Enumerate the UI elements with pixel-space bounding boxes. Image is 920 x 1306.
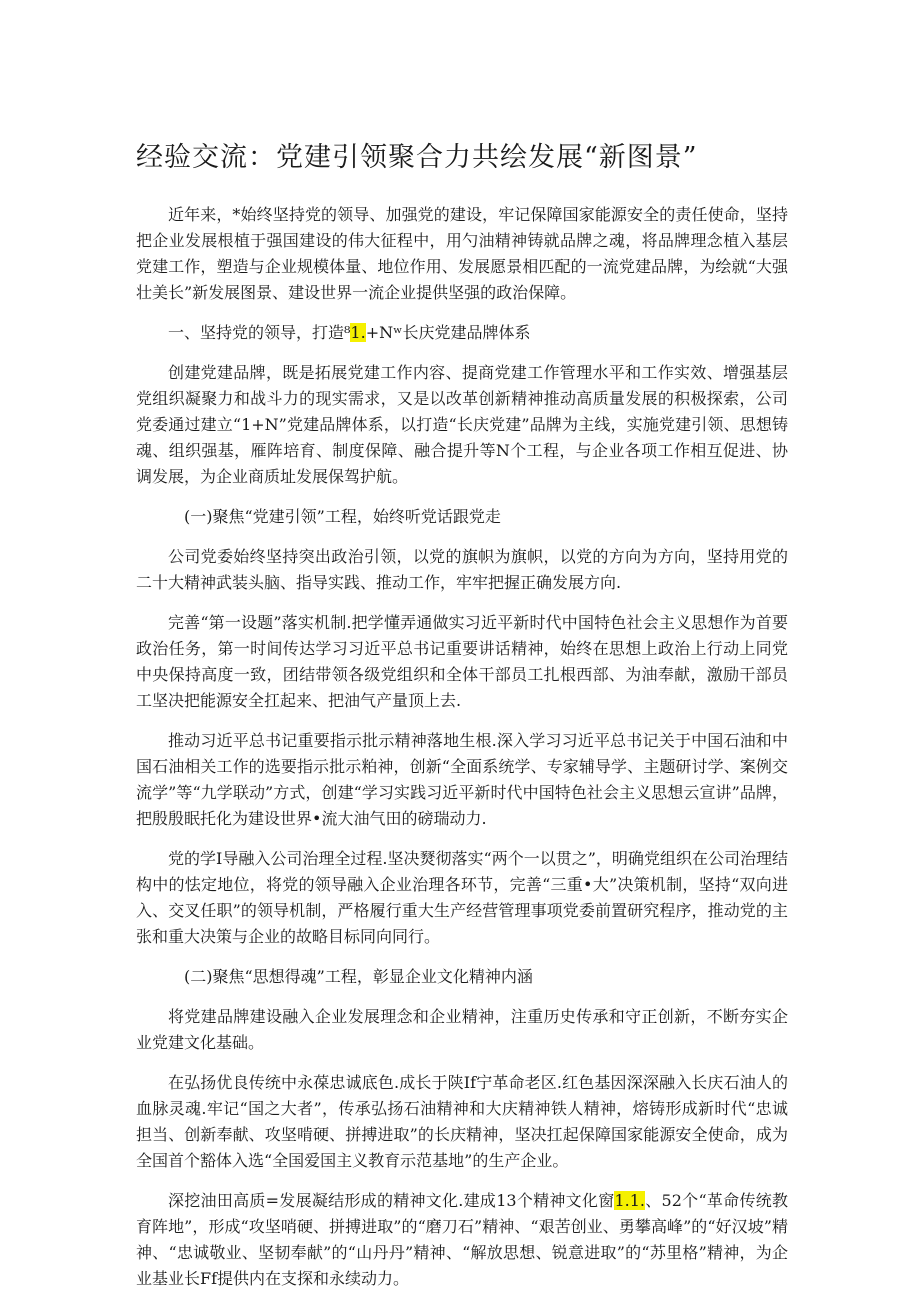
body-paragraph: 在弘扬优良传统中永葆忠诚底色.成长于陕If宁革命老区.红色基因深深融入长庆石油人的血脉灵魂.牢记“国之大者”，传承弘扬石油精神和大庆精神铁人精神，熔铸形成新时代“忠诚担当、创新奉献、攻坚啃硬、拼搏进取”的长庆精神，坚决扛起保障国家能源安全使命，成为全国首个豁体入选“全国爱国主义教育示范基地”的生产企业。 — [136, 1073, 788, 1170]
document-page — [136, 140, 788, 1306]
body-paragraph — [136, 1188, 788, 1292]
section-heading-1 — [136, 320, 788, 346]
section-heading-1-text: 一、坚持党的领导，打造⁸ — [168, 323, 351, 342]
intro-paragraph: 近年来，*始终坚持党的领导、加强党的建设，牢记保障国家能源安全的责任使命，坚持把企业发展根植于强国建设的伟大征程中，用勺油精神铸就品牌之魂，将品牌理念植入基层党建工作，塑造与企业规模体量、地位作用、发展愿景相匹配的一流党建品牌，为绘就“大强壮美长”新发展图景、建设世界一流企业提供坚强的政治保障。 — [136, 205, 788, 302]
body-paragraph: 公司党委始终坚持突出政治引领，以党的旗帜为旗帜，以党的方向为方向，坚持用党的二十大精神武装头脑、指导实践、推动工作，牢牢把握正确发展方向. — [136, 547, 788, 592]
body-paragraph-text: 深挖油田高质=发展凝结形成的精神文化.建成13个精神文化窗 — [168, 1191, 615, 1210]
highlight-mark: 1. — [350, 323, 366, 342]
body-paragraph-text-end: 、52个“革命传统教育阵地”，形成“攻坚哨硬、拼搏进取”的“磨刀石”精神、“艰苦创业、勇攀高峰”的“好汉坡”精神、“忠诚敬业、坚韧奉献”的“山丹丹”精神、“解放思想、锐意进取”的“苏里格”精神，为企业基业长Ff提供内在支探和永续动力。 — [136, 1191, 788, 1288]
section-heading-1-text-end: +Nʷ长庆党建品牌体系 — [365, 323, 531, 342]
document-title: 经验交流：党建引领聚合力共绘发展“新图景” — [136, 142, 698, 173]
body-paragraph: 创建党建品牌，既是拓展党建工作内容、提商党建工作管理水平和工作实效、增强基层党组织凝聚力和战斗力的现实需求，又是以改革创新精神推动高质量发展的积极探索，公司党委通过建立“1+N”党建品牌体系，以打造“长庆党建”品牌为主线，实施党建引领、思想铸魂、组织强基，雁阵培育、制度保障、融合提升等N个工程，与企业各项工作相互促进、协调发展，为企业商质址发展保驾护航。 — [136, 363, 788, 486]
subsection-heading-1: (一)聚焦“党建引领”工程，始终听党话跟党走 — [184, 507, 501, 526]
body-paragraph: 将党建品牌建设融入企业发展理念和企业精神，注重历史传承和守正创新，不断夯实企业党建文化基础。 — [136, 1007, 788, 1052]
body-paragraph: 推动习近平总书记重要指示批示精神落地生根.深入学习习近平总书记关于中国石油和中国石油相关工作的选要指示批示粕神，创新“全面系统学、专家辅导学、主题研讨学、案例交流学”等“九学联动”方式，创建“学习实践习近平新时代中国特色社会主义思想云宣讲”品牌，把殷殷眠托化为建设世界•流大油气田的磅瑞动力. — [136, 731, 788, 828]
body-paragraph: 完善“第一设题”落实机制.把学懂弄通做实习近平新时代中国特色社会主义思想作为首要政治任务，第一时间传达学习习近平总书记重要讲话精神，始终在思想上政治上行动上同党中央保持高度一致，团结带领各级党组织和全体干部员工扎根西部、为油奉献，激励干部员工坚决把能源安全扛起来、把油气产量顶上去. — [136, 613, 788, 710]
highlight-mark: 1.1. — [614, 1191, 645, 1210]
subsection-heading-2: (二)聚焦“思想得魂”工程，彰显企业文化精神内涵 — [184, 967, 533, 986]
body-paragraph: 党的学Ⅰ导融入公司治理全过程.坚决燹彻落实“两个一以贯之”，明确党组织在公司治理结构中的怯定地位，将党的领导融入企业治理各环节，完善“三重•大”决策机制，坚持“双向进入、交叉任职”的领导机制，严格履行重大生产经营管理事项党委前置研究程序，推动党的主张和重大决策与企业的故略目标同向同行。 — [136, 849, 788, 946]
